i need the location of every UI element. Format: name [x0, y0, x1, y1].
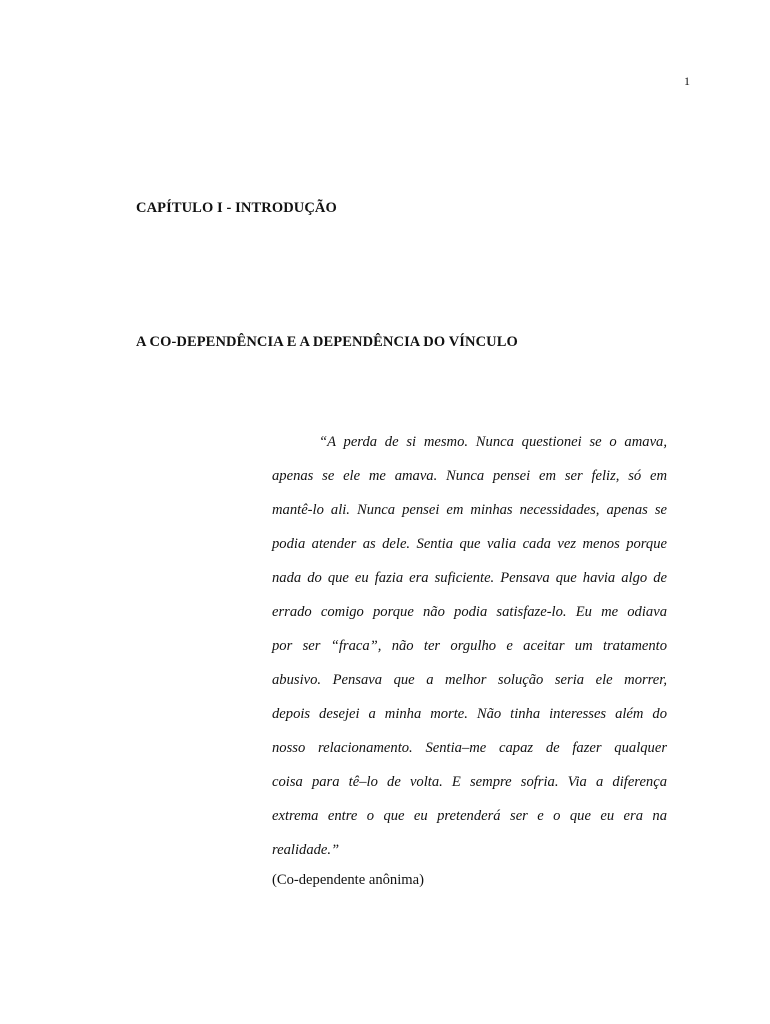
quote-attribution: (Co-dependente anônima) — [272, 872, 424, 888]
quote-line: extrema entre o que eu pretenderá ser e o que eu era na — [272, 808, 667, 824]
quote-line: coisa para tê–lo de volta. E sempre sofria. Via a diferença — [272, 774, 667, 790]
quote-line: apenas se ele me amava. Nunca pensei em ser feliz, só em — [272, 468, 667, 484]
epigraph-quote — [272, 431, 667, 891]
quote-line: nada do que eu fazia era suficiente. Pensava que havia algo de — [272, 570, 667, 586]
section-heading: A CO-DEPENDÊNCIA E A DEPENDÊNCIA DO VÍNCULO — [136, 334, 518, 350]
quote-line: mantê-lo ali. Nunca pensei em minhas necessidades, apenas se — [272, 502, 667, 518]
page-number: 1 — [684, 74, 690, 88]
quote-line: nosso relacionamento. Sentia–me capaz de fazer qualquer — [272, 740, 667, 756]
quote-line: realidade.” — [272, 842, 340, 858]
quote-line: depois desejei a minha morte. Não tinha interesses além do — [272, 706, 667, 722]
quote-line: podia atender as dele. Sentia que valia cada vez menos porque — [272, 536, 667, 552]
chapter-heading: CAPÍTULO I - INTRODUÇÃO — [136, 200, 337, 216]
quote-line: abusivo. Pensava que a melhor solução seria ele morrer, — [272, 672, 667, 688]
quote-line: por ser “fraca”, não ter orgulho e aceitar um tratamento — [272, 638, 667, 654]
quote-line: “A perda de si mesmo. Nunca questionei se o amava, — [319, 434, 667, 450]
quote-line: errado comigo porque não podia satisfaze-lo. Eu me odiava — [272, 604, 667, 620]
